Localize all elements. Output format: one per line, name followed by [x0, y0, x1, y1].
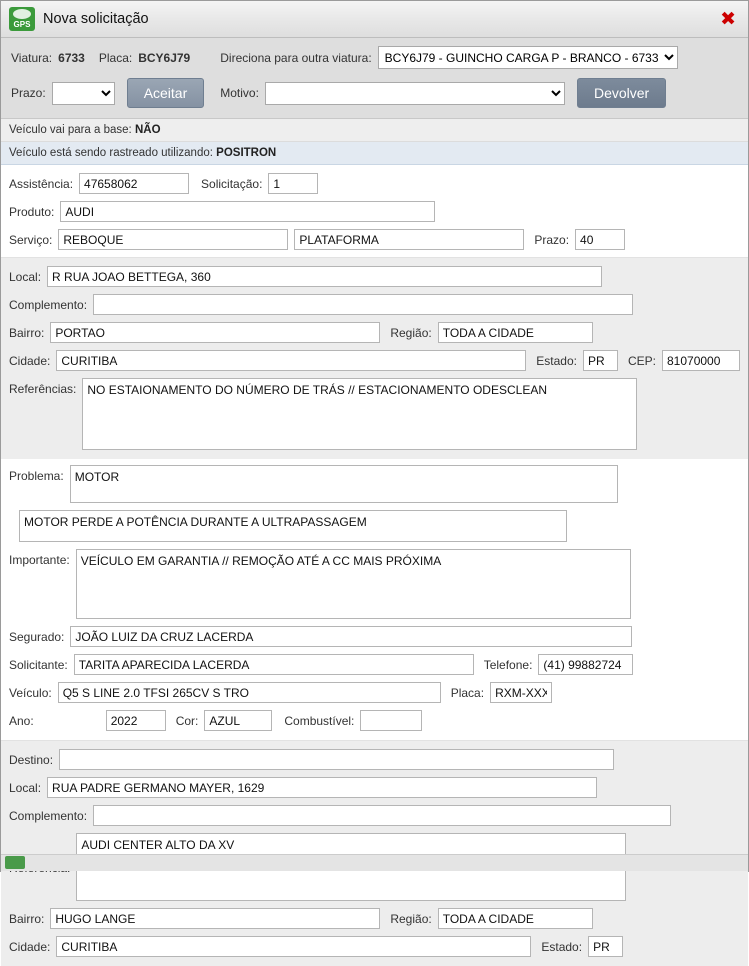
ano-input[interactable] — [106, 710, 166, 731]
destino-label: Destino: — [9, 752, 54, 767]
devolver-button[interactable]: Devolver — [577, 78, 666, 108]
row-bairro — [9, 322, 740, 343]
window-title: Nova solicitação — [43, 11, 149, 27]
aceitar-button[interactable]: Aceitar — [127, 78, 205, 108]
placa-value: BCY6J79 — [138, 50, 191, 65]
solicitacao-label: Solicitação: — [201, 176, 263, 191]
referencias-label: Referências: — [9, 382, 77, 396]
servico-tipo-input[interactable] — [294, 229, 524, 250]
estado-label: Estado: — [536, 353, 577, 368]
prazo-form-input[interactable] — [575, 229, 625, 250]
local-label: Local: — [9, 269, 42, 284]
cidade-input[interactable] — [56, 350, 526, 371]
direciona-viatura-select[interactable] — [378, 46, 678, 69]
toolbar-row-2 — [11, 78, 738, 108]
destino-regiao-input[interactable] — [438, 908, 593, 929]
row-destino — [9, 749, 740, 770]
destino-estado-label: Estado: — [541, 939, 583, 954]
servico-label: Serviço: — [9, 232, 53, 247]
telefone-label: Telefone: — [483, 657, 533, 672]
gps-logo-label: GPS — [13, 20, 31, 29]
base-value: NÃO — [134, 124, 161, 136]
problema-section — [1, 459, 748, 740]
prazo-form-label: Prazo: — [534, 232, 570, 247]
base-strip — [1, 119, 748, 142]
estado-input[interactable] — [583, 350, 618, 371]
motivo-select[interactable] — [265, 82, 565, 105]
solicitante-label: Solicitante: — [9, 657, 68, 672]
placa-veiculo-input[interactable] — [490, 682, 552, 703]
row-destino-bairro — [9, 908, 740, 929]
destino-section — [1, 740, 748, 966]
cor-label: Cor: — [175, 713, 199, 728]
row-complemento — [9, 294, 740, 315]
row-problema-detalhe — [9, 510, 740, 542]
status-bar — [1, 854, 748, 871]
cep-label: CEP: — [627, 353, 656, 368]
row-produto — [9, 201, 740, 222]
regiao-label: Região: — [390, 325, 432, 340]
segurado-input[interactable] — [70, 626, 632, 647]
rastreado-label: Veículo está sendo rastreado utilizando: — [9, 147, 213, 159]
motivo-label: Motivo: — [220, 86, 259, 100]
importante-textarea[interactable] — [76, 549, 631, 619]
viatura-value: 6733 — [58, 50, 85, 65]
destino-bairro-label: Bairro: — [9, 911, 45, 926]
local-input[interactable] — [47, 266, 602, 287]
destino-input[interactable] — [59, 749, 614, 770]
close-icon[interactable]: ✖ — [720, 7, 736, 30]
solicitante-input[interactable] — [74, 654, 474, 675]
row-destino-cidade — [9, 936, 740, 957]
servico-input[interactable] — [58, 229, 288, 250]
destino-local-label: Local: — [9, 780, 42, 795]
row-solicitante — [9, 654, 740, 675]
rastreado-value: POSITRON — [216, 147, 277, 159]
row-assistencia — [9, 173, 740, 194]
produto-input[interactable] — [60, 201, 435, 222]
row-destino-complemento — [9, 805, 740, 826]
placa-veiculo-label: Placa: — [450, 685, 485, 700]
cor-input[interactable] — [204, 710, 272, 731]
combustivel-input[interactable] — [360, 710, 422, 731]
ano-label: Ano: — [9, 713, 34, 728]
rastreamento-strip — [1, 142, 748, 165]
segurado-label: Segurado: — [9, 629, 65, 644]
placa-label: Placa: — [98, 50, 133, 65]
cidade-label: Cidade: — [9, 353, 51, 368]
bairro-input[interactable] — [50, 322, 380, 343]
veiculo-label: Veículo: — [9, 685, 52, 700]
row-veiculo — [9, 682, 740, 703]
cep-input[interactable] — [662, 350, 740, 371]
direciona-label: Direciona para outra viatura: — [220, 50, 372, 65]
destino-bairro-input[interactable] — [50, 908, 380, 929]
row-ano — [9, 710, 740, 731]
title-bar — [1, 1, 748, 38]
destino-complemento-input[interactable] — [93, 805, 671, 826]
origem-section — [1, 257, 748, 459]
gps-logo-icon — [9, 7, 35, 31]
problema-detalhe-textarea[interactable] — [19, 510, 567, 542]
row-local — [9, 266, 740, 287]
problema-label: Problema: — [9, 469, 64, 483]
row-servico — [9, 229, 740, 250]
viatura-label: Viatura: — [11, 50, 53, 65]
telefone-input[interactable] — [538, 654, 633, 675]
solicitacao-form — [1, 165, 748, 250]
row-destino-local — [9, 777, 740, 798]
combustivel-label: Combustível: — [284, 713, 355, 728]
destino-estado-input[interactable] — [588, 936, 623, 957]
complemento-label: Complemento: — [9, 297, 88, 312]
complemento-input[interactable] — [93, 294, 633, 315]
gps-logo-small-icon — [5, 856, 25, 869]
toolbar-row-1 — [11, 46, 738, 69]
bairro-label: Bairro: — [9, 325, 45, 340]
importante-label: Importante: — [9, 553, 70, 567]
veiculo-input[interactable] — [58, 682, 441, 703]
prazo-label: Prazo: — [11, 86, 46, 100]
assistencia-input[interactable] — [79, 173, 189, 194]
row-cidade — [9, 350, 740, 371]
row-referencias — [9, 378, 740, 450]
destino-local-input[interactable] — [47, 777, 597, 798]
action-toolbar — [1, 38, 748, 119]
destino-cidade-label: Cidade: — [9, 939, 51, 954]
row-importante — [9, 549, 740, 619]
solicitacao-input[interactable] — [268, 173, 318, 194]
destino-cidade-input[interactable] — [56, 936, 531, 957]
base-label: Veículo vai para a base: — [9, 124, 132, 136]
destino-regiao-label: Região: — [390, 911, 432, 926]
destino-complemento-label: Complemento: — [9, 808, 88, 823]
row-problema — [9, 465, 740, 503]
prazo-select[interactable] — [52, 82, 115, 105]
assistencia-label: Assistência: — [9, 176, 74, 191]
produto-label: Produto: — [9, 204, 55, 219]
regiao-input[interactable] — [438, 322, 593, 343]
row-segurado — [9, 626, 740, 647]
problema-textarea[interactable] — [70, 465, 618, 503]
referencias-textarea[interactable] — [82, 378, 637, 450]
